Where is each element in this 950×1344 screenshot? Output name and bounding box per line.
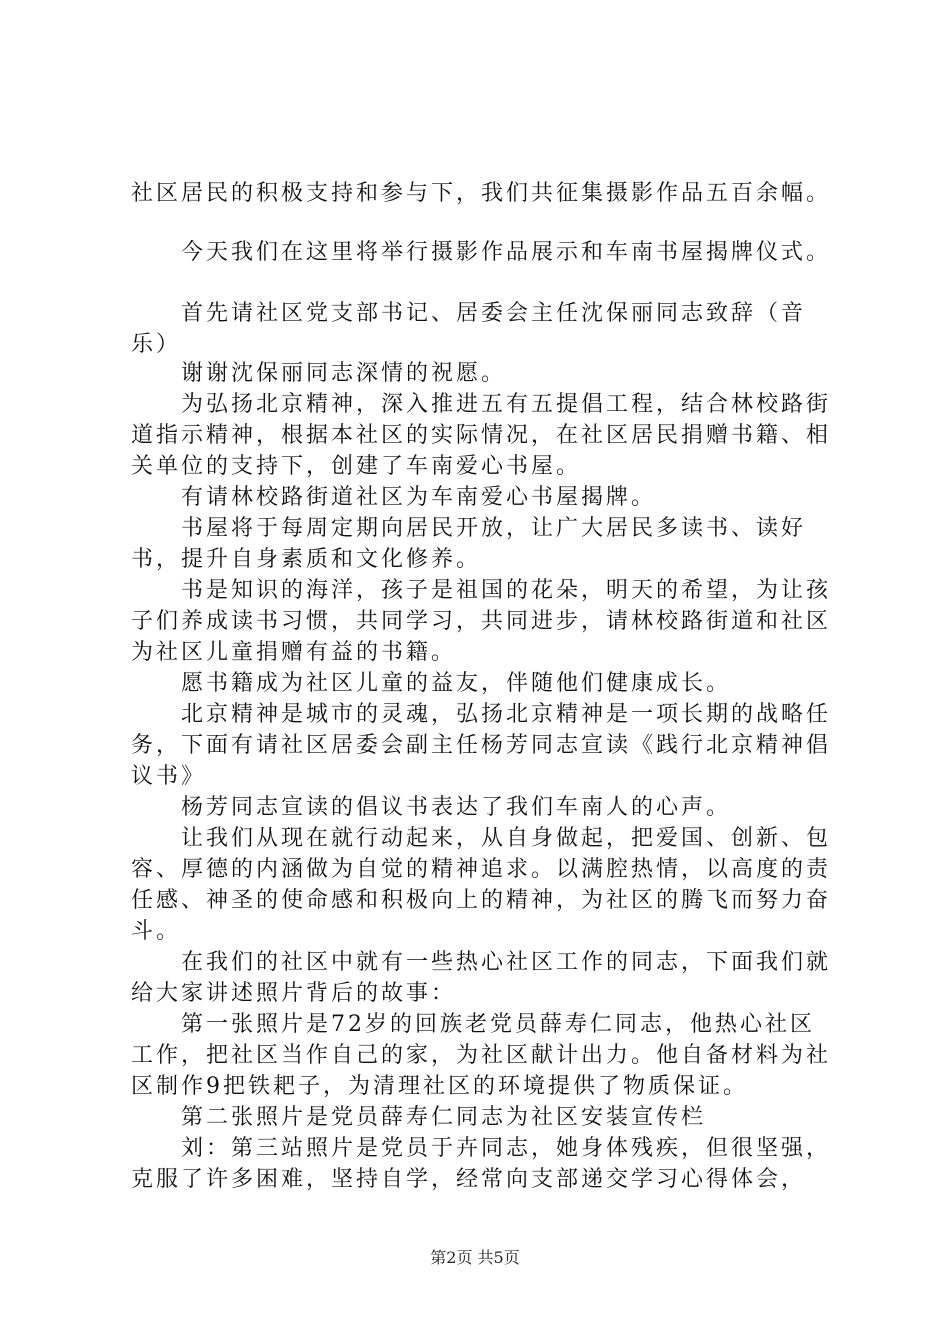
- paragraph: 愿书籍成为社区儿童的益友，伴随他们健康成长。: [181, 671, 732, 696]
- paragraph: 刘：第三站照片是党员于卉同志，她身体残疾，但很坚强，克服了许多困难，坚持自学，经常向支部递交学习心得体会，: [131, 1136, 832, 1192]
- paragraph: 社区居民的积极支持和参与下，我们共征集摄影作品五百余幅。: [131, 181, 832, 206]
- paragraph: 书是知识的海洋，孩子是祖国的花朵，明天的希望，为让孩子们养成读书习惯，共同学习，共同进步，请林校路街道和社区为社区儿童捐赠有益的书籍。: [131, 578, 832, 665]
- paragraph: 首先请社区党支部书记、居委会主任沈保丽同志致辞（音乐）: [131, 301, 807, 357]
- paragraph: 书屋将于每周定期向居民开放，让广大居民多读书、读好书，提升自身素质和文化修养。: [131, 516, 807, 572]
- paragraph: 北京精神是城市的灵魂，弘扬北京精神是一项长期的战略任务，下面有请社区居委会副主任杨芳同志宣读《践行北京精神倡议书》: [131, 702, 832, 789]
- paragraph: 谢谢沈保丽同志深情的祝愿。: [181, 361, 507, 386]
- paragraph: 今天我们在这里将举行摄影作品展示和车南书屋揭牌仪式。: [181, 240, 832, 265]
- page-number-footer: 第2页 共5页: [430, 1248, 520, 1267]
- paragraph: 杨芳同志宣读的倡议书表达了我们车南人的心声。: [181, 795, 732, 820]
- paragraph: 在我们的社区中就有一些热心社区工作的同志，下面我们就给大家讲述照片背后的故事：: [131, 950, 832, 1006]
- paragraph: 让我们从现在就行动起来，从自身做起，把爱国、创新、包容、厚德的内涵做为自觉的精神追求。以满腔热情，以高度的责任感、神圣的使命感和积极向上的精神，为社区的腾飞而努力奋斗。: [131, 826, 832, 944]
- paragraph: 第二张照片是党员薛寿仁同志为社区安装宣传栏: [181, 1105, 707, 1130]
- paragraph: 第一张照片是72岁的回族老党员薛寿仁同志，他热心社区工作，把社区当作自己的家，为社区献计出力。他自备材料为社区制作9把铁耙子，为清理社区的环境提供了物质保证。: [131, 1012, 832, 1099]
- paragraph: 有请林校路街道社区为车南爱心书屋揭牌。: [181, 485, 657, 510]
- paragraph: 为弘扬北京精神，深入推进五有五提倡工程，结合林校路街道指示精神，根据本社区的实际情况，在社区居民捐赠书籍、相关单位的支持下，创建了车南爱心书屋。: [131, 392, 832, 479]
